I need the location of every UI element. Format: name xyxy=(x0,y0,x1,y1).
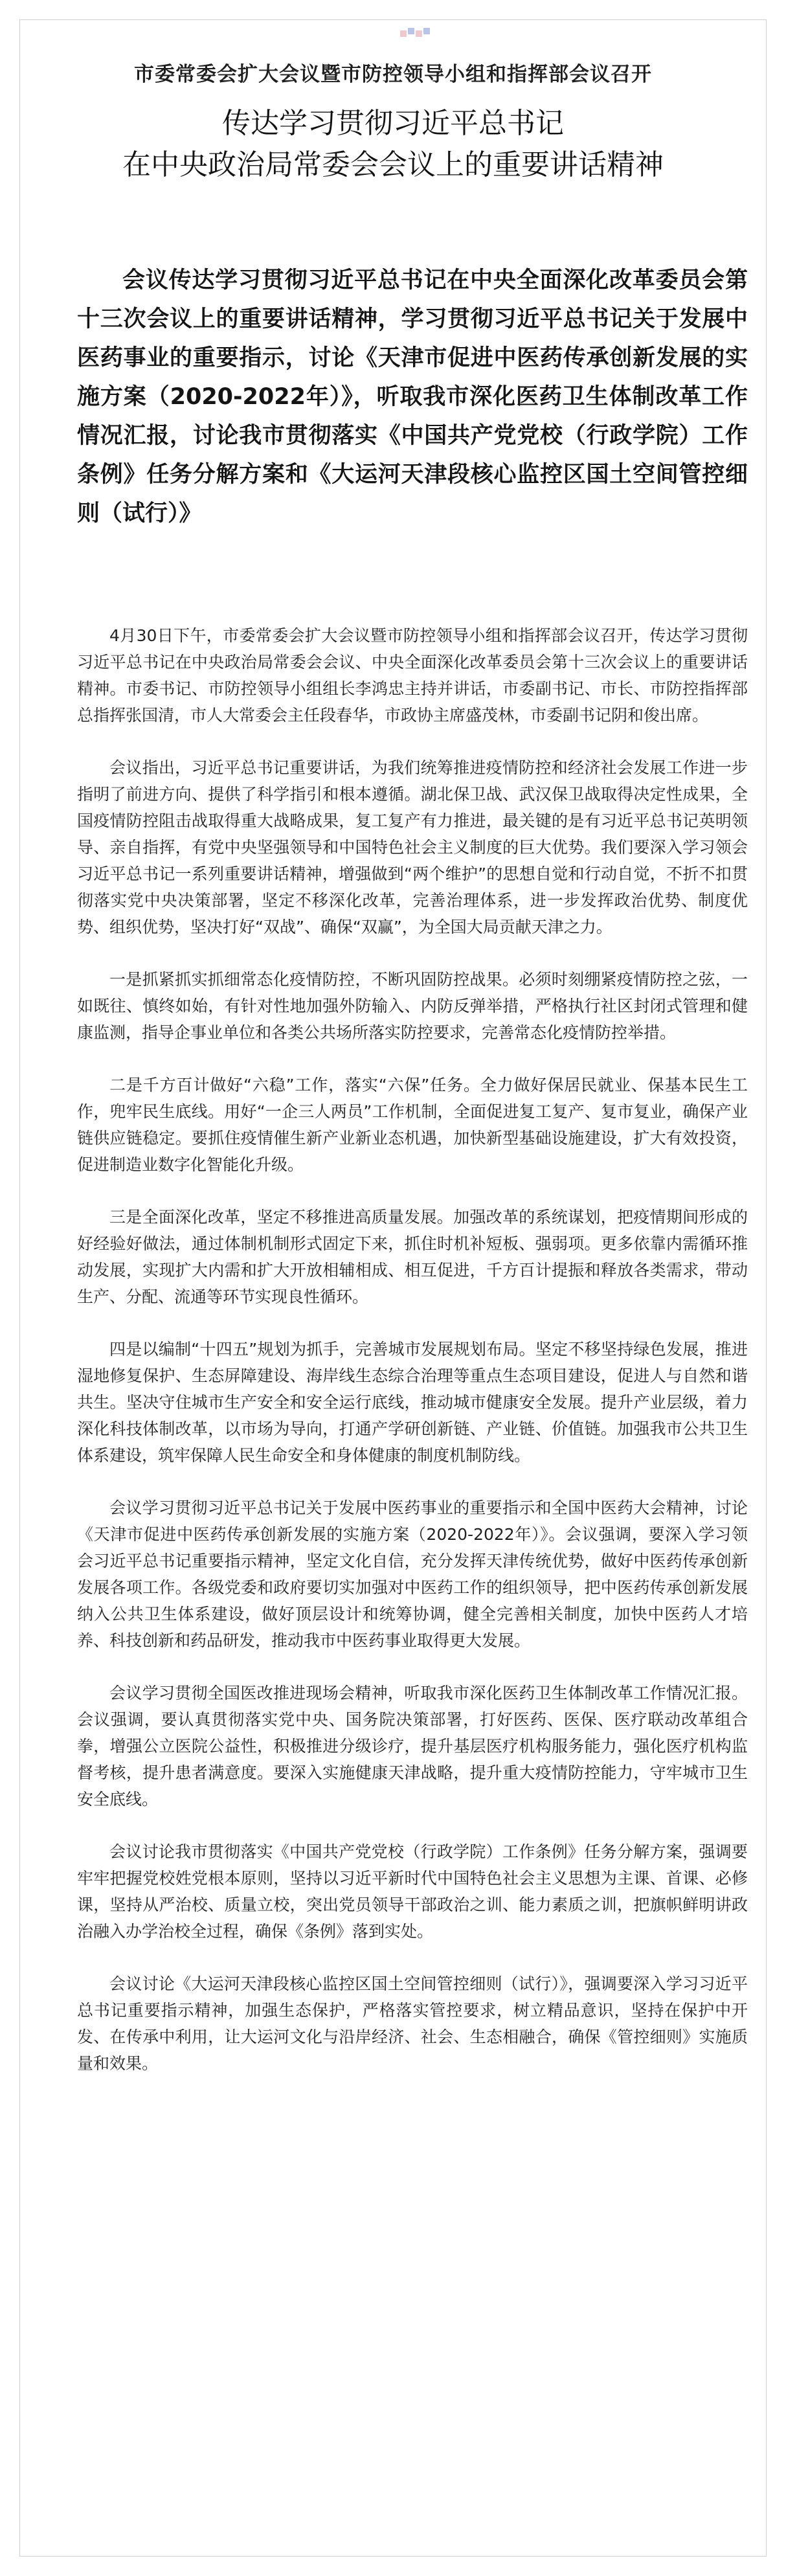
headline-line-1: 传达学习贯彻习近平总书记 xyxy=(222,107,564,140)
body-paragraph: 会议讨论我市贯彻落实《中国共产党党校（行政学院）工作条例》任务分解方案，强调要牢牢把握党校姓党根本原则，坚持以习近平新时代中国特色社会主义思想为主课、首课、必修课，坚持从严治校、质量立校，突出党员领导干部政治之训、能力素质之训，把旗帜鲜明讲政治融入办学治校全过程，确保《条例》落到实处。 xyxy=(77,1842,748,1941)
body-paragraph: 会议讨论《大运河天津段核心监控区国土空间管控细则（试行）》，强调要深入学习习近平总书记重要指示精神，加强生态保护，严格落实管控要求，树立精品意识，坚持在保护中开发、在传承中利用，让大运河文化与沿岸经济、社会、生态相融合，确保《管控细则》实施质量和效果。 xyxy=(77,1974,748,2073)
headline-line-2: 在中央政治局常委会会议上的重要讲话精神 xyxy=(122,148,664,181)
article-summary: 会议传达学习贯彻习近平总书记在中央全面深化改革委员会第十三次会议上的重要讲话精神，学习贯彻习近平总书记关于发展中医药事业的重要指示，讨论《天津市促进中医药传承创新发展的实施方案（2020-2022年）》，听取我市深化医药卫生体制改革工作情况汇报，讨论我市贯彻落实《中国共产党党校（行政学院）工作条例》任务分解方案和《大运河天津段核心监控区国土空间管控细则（试行）》 xyxy=(77,267,748,526)
article-headline xyxy=(20,103,766,186)
body-paragraph: 二是千方百计做好“六稳”工作，落实“六保”任务。全力做好保居民就业、保基本民生工作，兜牢民生底线。用好“一企三人两员”工作机制，全面促进复工复产、复市复业，确保产业链供应链稳定。要抓住疫情催生新产业新业态机遇，加快新型基础设施建设，扩大有效投资，促进制造业数字化智能化升级。 xyxy=(77,1076,748,1174)
body-paragraph: 会议学习贯彻全国医改推进现场会精神，听取我市深化医药卫生体制改革工作情况汇报。会议强调，要认真贯彻落实党中央、国务院决策部署，打好医药、医保、医疗联动改革组合拳，增强公立医院公益性，积极推进分级诊疗，提升基层医疗机构服务能力，强化医疗机构监督考核，提升患者满意度。要深入实施健康天津战略，提升重大疫情防控能力，守牢城市卫生安全底线。 xyxy=(77,1684,748,1809)
body-paragraph: 四是以编制“十四五”规划为抓手，完善城市发展规划布局。坚定不移坚持绿色发展，推进湿地修复保护、生态屏障建设、海岸线生态综合治理等重点生态项目建设，促进人与自然和谐共生。坚决守住城市生产安全和安全运行底线，推动城市健康安全发展。提升产业层级，着力深化科技体制改革，以市场为导向，打通产学研创新链、产业链、价值链。加强我市公共卫生体系建设，筑牢保障人民生命安全和身体健康的制度机制防线。 xyxy=(77,1340,748,1465)
body-paragraph: 一是抓紧抓实抓细常态化疫情防控，不断巩固防控战果。必须时刻绷紧疫情防控之弦，一如既往、慎终如始，有针对性地加强外防输入、内防反弹举措，严格执行社区封闭式管理和健康监测，指导企事业单位和各类公共场所落实防控要求，完善常态化疫情防控举措。 xyxy=(77,970,748,1042)
body-paragraph: 4月30日下午，市委常委会扩大会议暨市防控领导小组和指挥部会议召开，传达学习贯彻习近平总书记在中央政治局常委会会议、中央全面深化改革委员会第十三次会议上的重要讲话精神。市委书记、市防控领导小组组长李鸿忠主持并讲话，市委副书记、市长、市防控指挥部总指挥张国清，市人大常委会主任段春华，市政协主席盛茂林，市委副书记阴和俊出席。 xyxy=(77,626,748,725)
body-paragraph: 会议学习贯彻习近平总书记关于发展中医药事业的重要指示和全国中医药大会精神，讨论《天津市促进中医药传承创新发展的实施方案（2020-2022年）》。会议强调，要深入学习领会习近平总书记重要指示精神，坚定文化自信，充分发挥天津传统优势，做好中医药传承创新发展各项工作。各级党委和政府要切实加强对中医药工作的组织领导，把中医药传承创新发展纳入公共卫生体系建设，做好顶层设计和统筹协调，健全完善相关制度，加快中医药人才培养、科技创新和药品研发，推动我市中医药事业取得更大发展。 xyxy=(77,1498,748,1650)
article-kicker: 市委常委会扩大会议暨市防控领导小组和指挥部会议召开 xyxy=(134,63,652,86)
article-body xyxy=(77,622,748,2103)
decoration-squares xyxy=(400,28,431,38)
article-page xyxy=(19,19,767,2557)
body-paragraph: 三是全面深化改革，坚定不移推进高质量发展。加强改革的系统谋划，把疫情期间形成的好经验好做法，通过体制机制形式固定下来，抓住时机补短板、强弱项。更多依靠内需循环推动发展，实现扩大内需和扩大开放相辅相成、相互促进，千方百计提振和释放各类需求，带动生产、分配、流通等环节实现良性循环。 xyxy=(77,1208,748,1306)
body-paragraph: 会议指出，习近平总书记重要讲话，为我们统筹推进疫情防控和经济社会发展工作进一步指明了前进方向、提供了科学指引和根本遵循。湖北保卫战、武汉保卫战取得决定性成果，全国疫情防控阻击战取得重大战略成果，复工复产有力推进，最关键的是有习近平总书记英明领导、亲自指挥，有党中央坚强领导和中国特色社会主义制度的巨大优势。我们要深入学习领会习近平总书记一系列重要讲话精神，增强做到“两个维护”的思想自觉和行动自觉，不折不扣贯彻落实党中央决策部署，坚定不移深化改革，完善治理体系，进一步发挥政治优势、制度优势、组织优势，坚决打好“双战”、确保“双赢”，为全国大局贡献天津之力。 xyxy=(77,758,748,936)
